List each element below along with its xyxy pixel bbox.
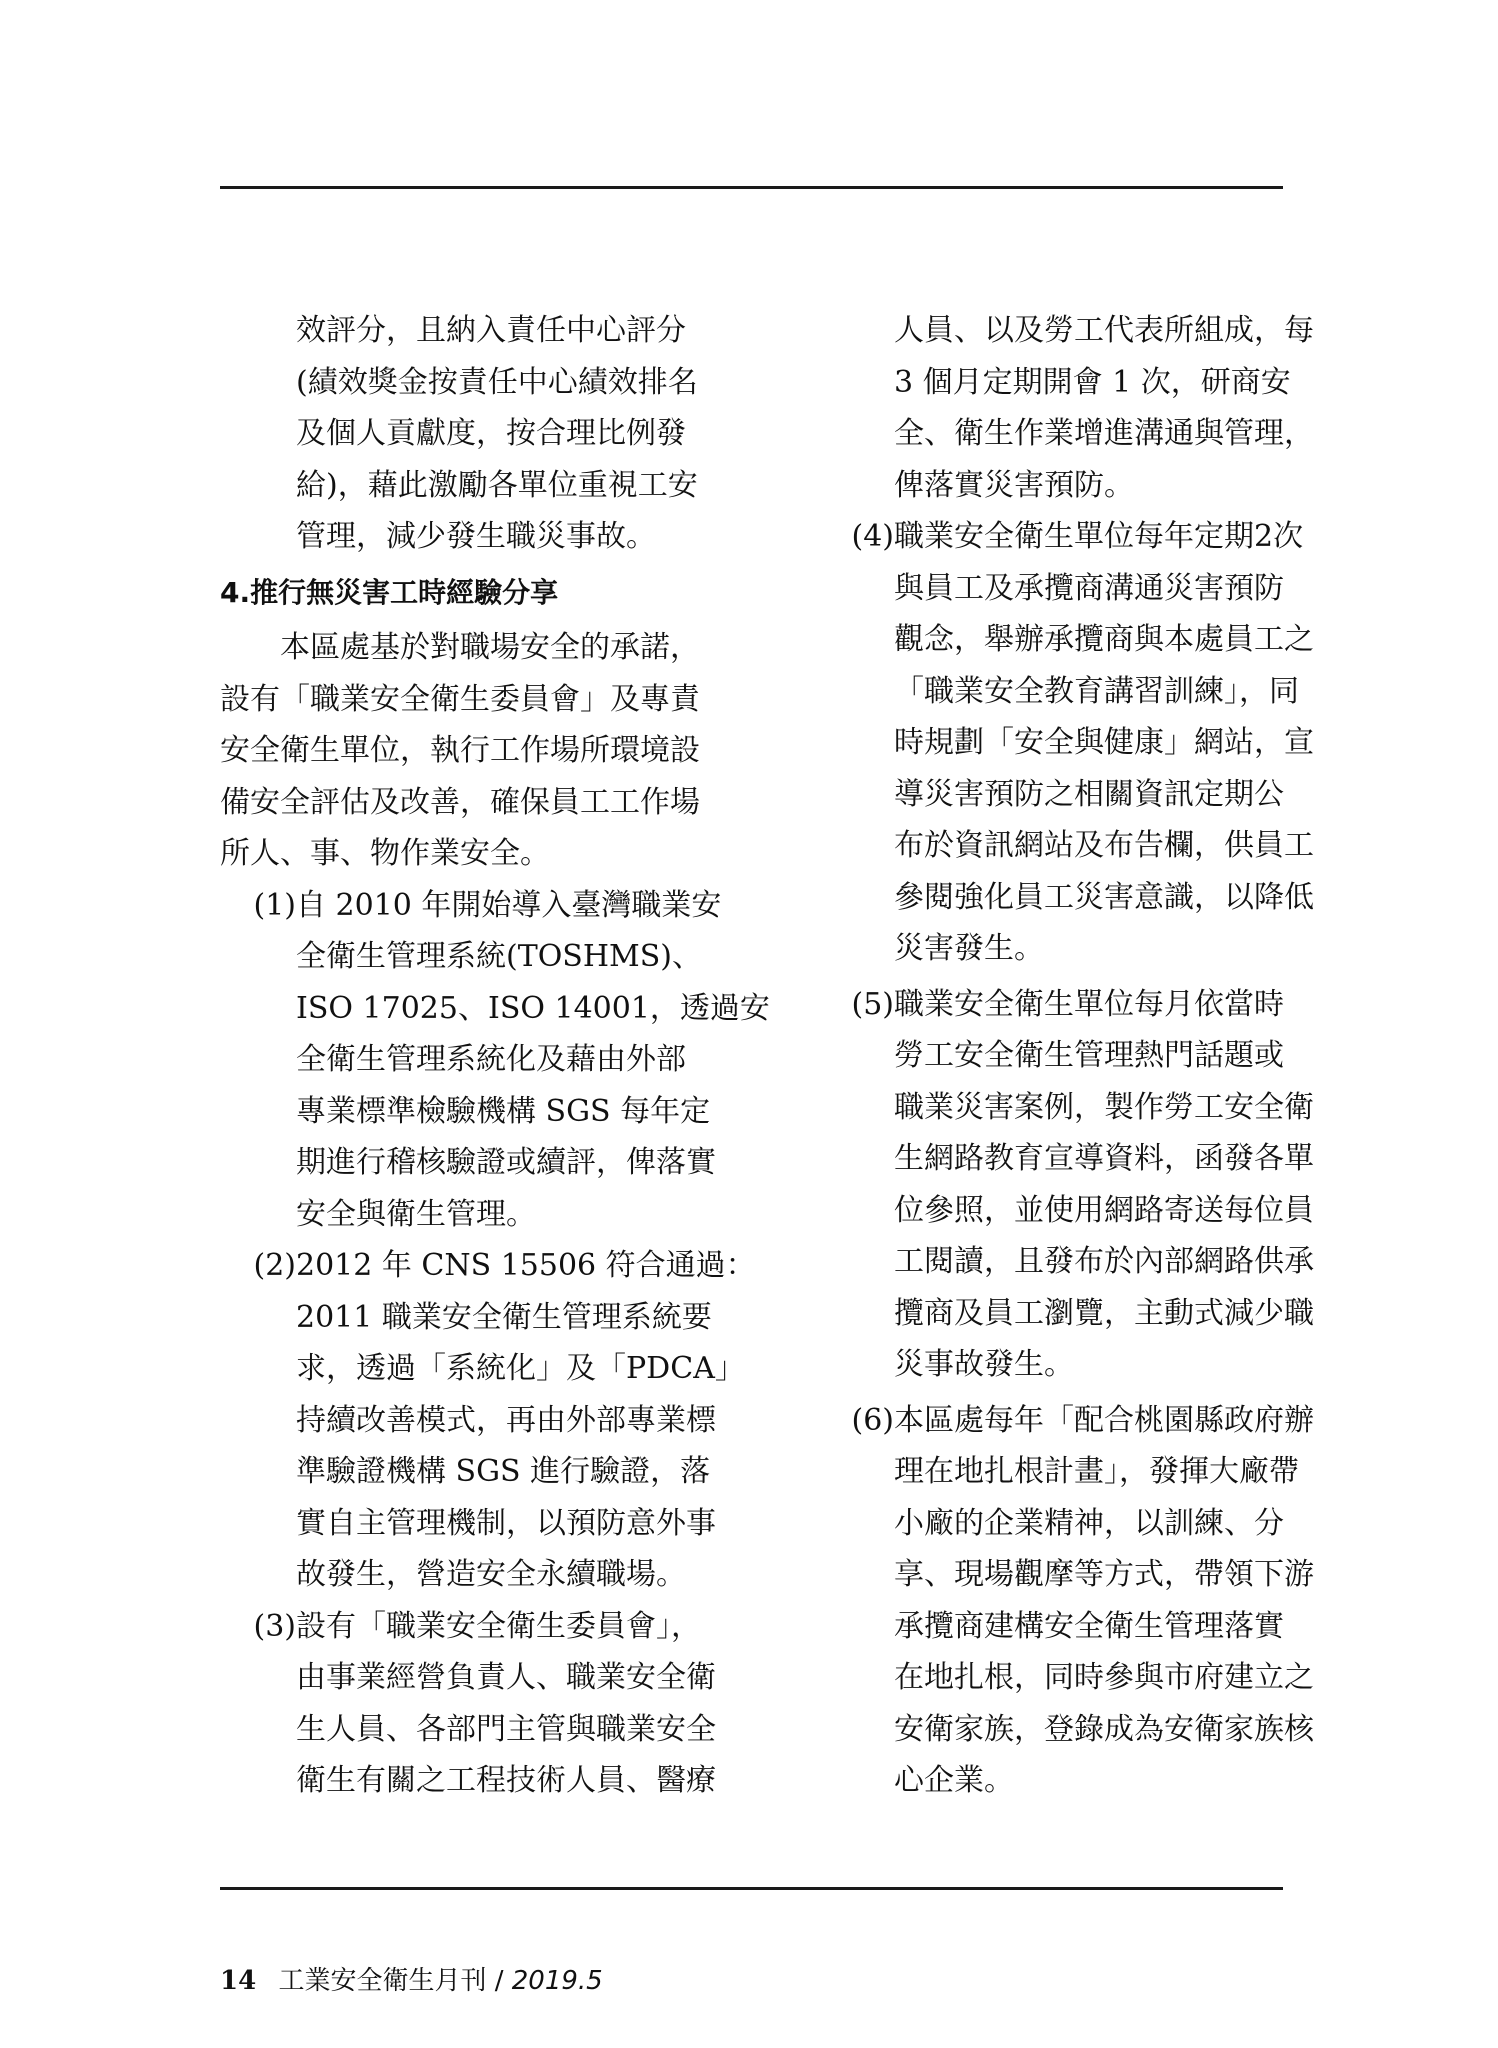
text-line: 2012 年 CNS 15506 符合通過： [296,1248,756,1283]
text-line: 在地扎根，同時參與市府建立之 [894,1660,1314,1695]
text-line: 求，透過「系統化」及「PDCA」 [296,1351,745,1386]
text-line: 給)，藉此激勵各單位重視工安 [296,467,698,503]
page-number: 14 [220,1966,257,1996]
item-label: (4) [851,519,894,554]
item-label: (6) [851,1402,894,1438]
text-line: 攬商及員工瀏覽，主動式減少職 [894,1295,1314,1331]
left-continued-text [220,305,718,563]
text-line: 期進行稽核驗證或續評，俾落實 [296,1145,716,1180]
text-line: 全衛生管理系統(TOSHMS)、 [296,939,702,974]
text-line: 全、衛生作業增進溝通與管理， [894,416,1314,451]
text-line: 生網路教育宣導資料，函發各單 [894,1141,1314,1176]
text-line: 享、現場觀摩等方式，帶領下游 [894,1557,1314,1592]
text-line: 災害發生。 [894,931,1044,966]
text-line: 自 2010 年開始導入臺灣職業安 [296,887,722,923]
text-line: 職業安全衛生單位每月依當時 [894,986,1284,1022]
text-line: 本區處基於對職場安全的承諾， [280,630,700,665]
list-item-6 [818,1395,1314,1807]
text-line: (績效獎金按責任中心績效排名 [296,364,698,400]
text-line: 時規劃「安全與健康」網站，宣 [894,725,1314,760]
text-line: 設有「職業安全衛生委員會」及專責 [220,681,700,717]
text-line: 位參照，並使用網路寄送每位員 [894,1192,1314,1228]
text-line: 全衛生管理系統化及藉由外部 [296,1042,686,1077]
text-line: 持續改善模式，再由外部專業標 [296,1402,716,1438]
text-line: 生人員、各部門主管與職業安全 [296,1711,716,1747]
list-item-2 [220,1240,756,1601]
text-line: 備安全評估及改善，確保員工工作場 [220,784,700,820]
right-column [818,305,1314,1807]
text-line: 3 個月定期開會 1 次，研商安 [894,364,1291,400]
text-line: 衛生有關之工程技術人員、醫療 [296,1763,716,1798]
left-column [220,305,770,1807]
text-line: 理在地扎根計畫」，發揮大廠帶 [894,1454,1299,1489]
section-heading: 4.推行無災害工時經驗分享 [220,575,559,609]
item-label: (5) [851,986,894,1022]
header-rule [220,186,1283,189]
list-item-4 [818,511,1314,975]
text-line: ISO 17025、ISO 14001，透過安 [296,990,770,1026]
text-line: 安衛家族，登錄成為安衛家族核 [894,1711,1314,1747]
text-line: 設有「職業安全衛生委員會」， [296,1608,701,1644]
text-line: 勞工安全衛生管理熱門話題或 [894,1038,1284,1073]
right-continued-text [818,305,1314,511]
text-line: 效評分，且納入責任中心評分 [296,313,686,348]
text-line: 本區處每年「配合桃園縣政府辦 [894,1402,1314,1438]
text-line: 心企業。 [894,1763,1014,1798]
text-line: 及個人貢獻度，按合理比例發 [296,416,686,451]
text-line: 小廠的企業精神，以訓練、分 [894,1505,1284,1541]
page-footer [220,1960,603,1997]
text-line: 2011 職業安全衛生管理系統要 [296,1299,712,1335]
issue-date: 2019.5 [511,1966,603,1996]
text-line: 職業安全衛生單位每年定期2次 [894,519,1304,554]
text-line: 觀念，舉辦承攬商與本處員工之 [894,622,1314,657]
journal-title: 工業安全衛生月刊 / [278,1966,504,1996]
text-line: 準驗證機構 SGS 進行驗證，落 [296,1454,711,1489]
intro-paragraph [220,622,718,880]
text-line: 與員工及承攬商溝通災害預防 [894,570,1284,606]
list-item-1 [220,880,770,1241]
text-line: 俾落實災害預防。 [894,467,1134,503]
text-line: 參閱強化員工災害意識，以降低 [894,879,1314,915]
text-line: 由事業經營負責人、職業安全衛 [296,1660,716,1695]
text-line: 安全與衛生管理。 [296,1196,536,1232]
text-line: 故發生，營造安全永續職場。 [296,1557,686,1592]
text-line: 工閱讀，且發布於內部網路供承 [894,1244,1314,1279]
text-line: 承攬商建構安全衛生管理落實 [894,1608,1284,1644]
text-line: 導災害預防之相關資訊定期公 [894,776,1284,812]
list-item-5 [818,979,1314,1391]
text-line: 「職業安全教育講習訓練」，同 [894,673,1299,709]
text-line: 職業災害案例，製作勞工安全衛 [894,1089,1314,1125]
footer-rule [220,1887,1283,1890]
item-label: (1) [253,887,296,923]
text-line: 安全衛生單位，執行工作場所環境設 [220,733,700,768]
item-label: (2) [253,1248,296,1283]
text-line: 管理，減少發生職災事故。 [296,519,656,554]
text-line: 人員、以及勞工代表所組成，每 [894,313,1314,348]
text-line: 所人、事、物作業安全。 [220,836,550,871]
text-line: 災事故發生。 [894,1347,1074,1382]
text-line: 布於資訊網站及布告欄，供員工 [894,828,1314,863]
list-item-3 [220,1601,718,1807]
text-line: 專業標準檢驗機構 SGS 每年定 [296,1093,711,1129]
text-line: 實自主管理機制，以預防意外事 [296,1505,716,1541]
item-label: (3) [253,1608,296,1644]
